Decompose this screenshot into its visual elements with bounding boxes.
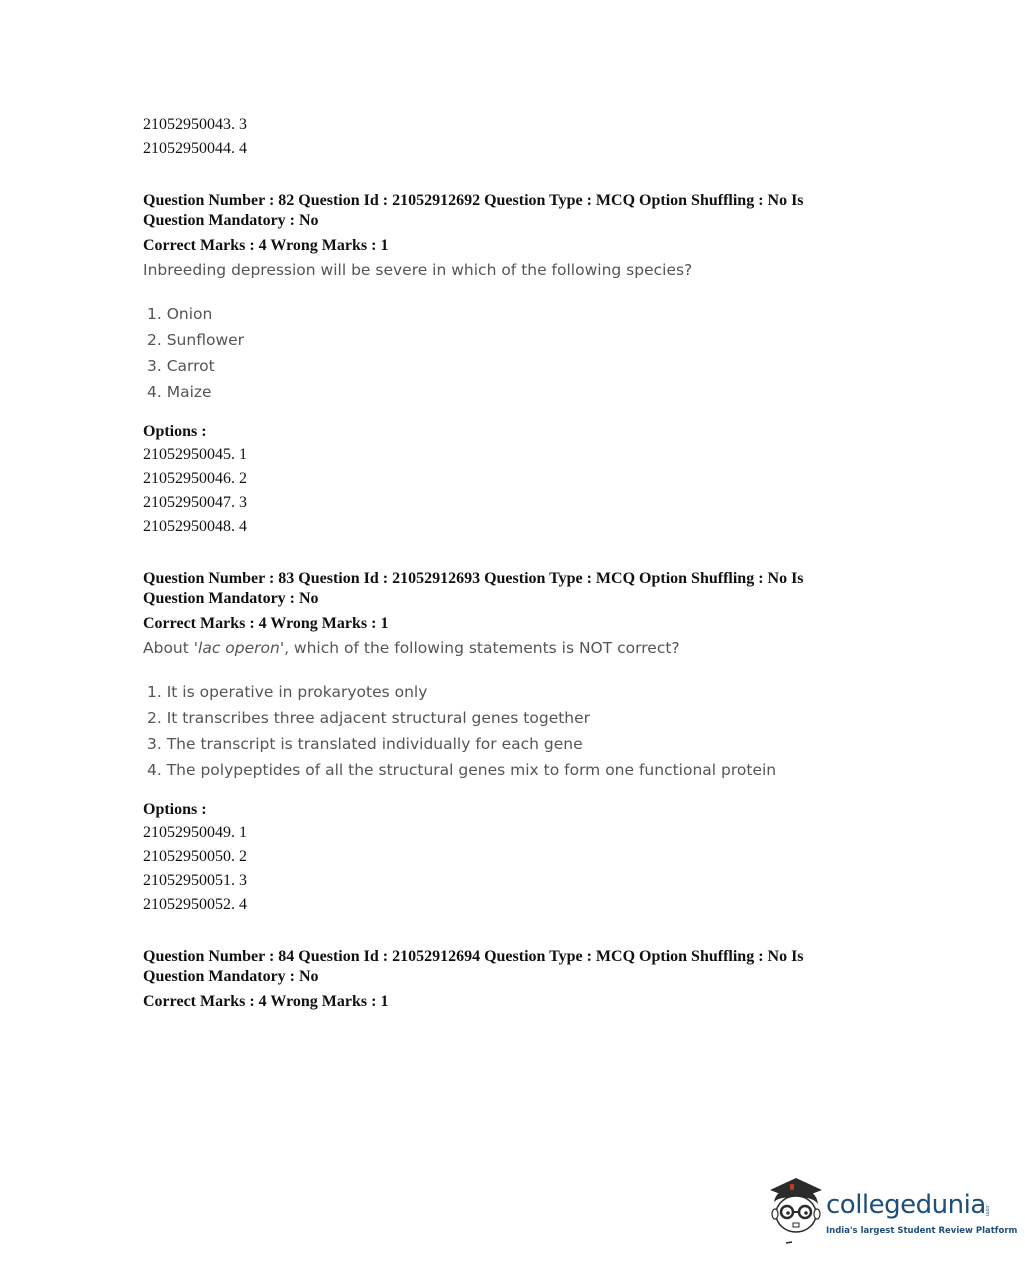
option-id-line: 21052950043. 3 [143,116,247,133]
question-text-italic: lac operon [198,639,280,657]
question-83-choice: 2. It transcribes three adjacent structural genes together [147,709,591,727]
question-82-header [143,191,873,231]
option-id-line: 21052950052. 4 [143,896,247,913]
question-header-line: Question Mandatory : No [143,590,319,607]
question-84-marks: Correct Marks : 4 Wrong Marks : 1 [143,993,389,1010]
option-id-line: 21052950050. 2 [143,848,247,865]
question-83-options-label: Options : [143,801,207,818]
question-82-choice: 3. Carrot [147,357,215,375]
mascot-icon [766,1176,824,1246]
question-82-text: Inbreeding depression will be severe in which of the following species? [143,261,693,279]
question-83-choice: 1. It is operative in prokaryotes only [147,683,428,701]
question-82-choice: 1. Onion [147,305,213,323]
question-text-part: ', which of the following statements is NOT correct? [279,639,680,657]
question-text-part: About ' [143,639,199,657]
logo-suffix-text: .com [984,1204,990,1217]
option-id-line: 21052950044. 4 [143,140,247,157]
option-id-line: 21052950047. 3 [143,494,247,511]
logo-brand-text: collegedunia [826,1190,986,1220]
logo-tagline: India's largest Student Review Platform [826,1226,1018,1236]
question-83-choice: 3. The transcript is translated individually for each gene [147,735,583,753]
question-header-line: Question Mandatory : No [143,968,319,985]
question-83-choice: 4. The polypeptides of all the structural genes mix to form one functional protein [147,761,777,779]
option-id-line: 21052950048. 4 [143,518,247,535]
option-id-line: 21052950051. 3 [143,872,247,889]
question-83-header [143,569,873,609]
question-header-line: Question Number : 84 Question Id : 21052912694 Question Type : MCQ Option Shuffling : No Is [143,948,804,965]
question-header-line: Question Number : 82 Question Id : 21052912692 Question Type : MCQ Option Shuffling : No Is [143,192,804,209]
question-header-line: Question Mandatory : No [143,212,319,229]
question-83-marks: Correct Marks : 4 Wrong Marks : 1 [143,615,389,632]
question-84-header [143,947,873,987]
option-id-line: 21052950046. 2 [143,470,247,487]
option-id-line: 21052950045. 1 [143,446,247,463]
collegedunia-logo [766,1176,1018,1246]
question-header-line: Question Number : 83 Question Id : 21052912693 Question Type : MCQ Option Shuffling : No Is [143,570,804,587]
option-id-line: 21052950049. 1 [143,824,247,841]
question-82-choice: 2. Sunflower [147,331,245,349]
question-83-text [143,639,680,657]
question-82-choice: 4. Maize [147,383,212,401]
question-82-options-label: Options : [143,423,207,440]
question-82-marks: Correct Marks : 4 Wrong Marks : 1 [143,237,389,254]
